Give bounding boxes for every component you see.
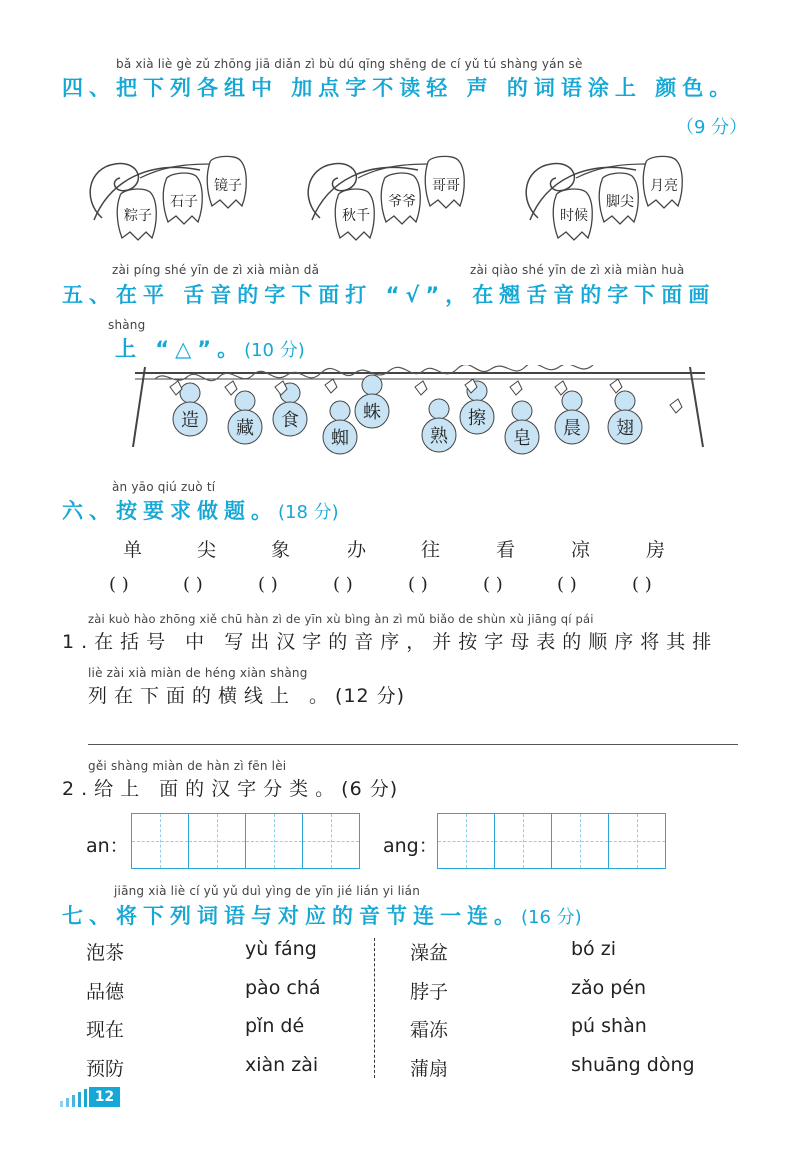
s7-score: (16 分) xyxy=(521,907,582,928)
answer-paren[interactable]: ( ) xyxy=(109,574,129,595)
s6-char: 象 xyxy=(271,539,291,561)
bell-word: 爷爷 xyxy=(388,194,416,210)
s6-char: 往 xyxy=(421,539,441,561)
page-number: 12 xyxy=(89,1087,120,1107)
pinyin-left[interactable]: yù fáng xyxy=(245,938,317,960)
gourds xyxy=(173,375,642,454)
bell-word: 哥哥 xyxy=(432,178,460,194)
answer-paren[interactable]: ( ) xyxy=(557,574,577,595)
bell-group-2 xyxy=(308,156,464,240)
bell-group-3 xyxy=(526,156,682,240)
s6-char: 房 xyxy=(646,539,666,561)
bell-word: 镜子 xyxy=(214,178,242,194)
an-writing-grid[interactable] xyxy=(131,813,360,869)
ang-label: ang： xyxy=(383,835,438,857)
gourd-char: 翅 xyxy=(616,418,634,439)
word-left[interactable]: 现在 xyxy=(86,1019,125,1041)
s5-pinyin-1: zài píng shé yīn de zì xià miàn dǎ xyxy=(112,263,320,277)
s5-line2-text: 上 “△”。 xyxy=(115,337,245,361)
s7-title: 七、将下列词语与对应的音节连一连。 xyxy=(62,904,521,928)
s4-title: 四、把下列各组中 加点字不读轻 声 的词语涂上 颜色。 xyxy=(62,76,737,100)
s5-line2 xyxy=(115,333,305,363)
bell-word: 时候 xyxy=(560,208,588,224)
gourd-vine-illustration xyxy=(125,365,715,465)
word-right[interactable]: 澡盆 xyxy=(410,942,449,964)
gourd-char: 造 xyxy=(181,410,199,431)
bell-word: 脚尖 xyxy=(606,194,634,210)
q1-score: (12 分) xyxy=(335,685,406,707)
gourd-char: 蜘 xyxy=(331,428,349,449)
word-left[interactable]: 品德 xyxy=(86,981,125,1003)
word-left[interactable]: 预防 xyxy=(86,1058,125,1080)
pinyin-right[interactable]: shuāng dòng xyxy=(571,1054,695,1076)
s5-pinyin-2: zài qiào shé yīn de zì xià miàn huà xyxy=(470,263,685,277)
page-badge xyxy=(60,1087,122,1107)
bell-word: 粽子 xyxy=(124,208,152,224)
bell-word: 月亮 xyxy=(650,178,678,194)
s6-pinyin: àn yāo qiú zuò tí xyxy=(112,480,216,494)
ang-writing-grid[interactable] xyxy=(437,813,666,869)
gourd-char: 蛛 xyxy=(363,402,381,423)
gourd-char: 皂 xyxy=(513,428,531,449)
bell-word: 石子 xyxy=(170,194,198,210)
s5-pinyin-3: shàng xyxy=(108,318,146,332)
q1-line-2 xyxy=(88,681,405,708)
s5-title: 五、在平 舌音的字下面打 “√”，在翘舌音的字下面画 xyxy=(62,283,716,307)
s4-score: （9 分） xyxy=(676,117,748,138)
pinyin-right[interactable]: pú shàn xyxy=(571,1015,647,1037)
answer-paren[interactable]: ( ) xyxy=(333,574,353,595)
bars-icon xyxy=(60,1087,90,1107)
word-left[interactable]: 泡茶 xyxy=(86,942,125,964)
q2-score: (6 分) xyxy=(341,778,399,800)
q1-line-1: 1.在括号 中 写出汉字的音序，并按字母表的顺序将其排 xyxy=(62,631,719,653)
gourd-char: 擦 xyxy=(468,408,486,429)
word-right[interactable]: 霜冻 xyxy=(410,1019,449,1041)
s6-char: 单 xyxy=(123,539,143,561)
answer-paren[interactable]: ( ) xyxy=(258,574,278,595)
q1-pinyin-1: zài kuò hào zhōng xiě chū hàn zì de yīn xù bìng àn zì mǔ biǎo de shùn xù jiāng qí pái xyxy=(88,612,594,626)
q1-line-2-text: 列在下面的横线上 。 xyxy=(88,685,336,707)
an-label: an： xyxy=(86,835,129,857)
answer-paren[interactable]: ( ) xyxy=(183,574,203,595)
pinyin-right[interactable]: zǎo pén xyxy=(571,977,647,999)
answer-line[interactable] xyxy=(88,744,738,745)
gourd-char: 晨 xyxy=(563,418,581,439)
s7-pinyin: jiāng xià liè cí yǔ yǔ duì yìng de yīn jié lián yi lián xyxy=(114,884,421,898)
q2-line xyxy=(62,774,398,801)
word-right[interactable]: 蒲扇 xyxy=(410,1058,449,1080)
s6-char: 办 xyxy=(347,539,367,561)
s6-heading xyxy=(62,495,339,525)
bell-group-1 xyxy=(90,156,246,240)
pinyin-right[interactable]: bó zi xyxy=(571,938,616,960)
q2-line-text: 2.给上 面的汉字分类。 xyxy=(62,778,342,800)
answer-paren[interactable]: ( ) xyxy=(632,574,652,595)
s6-char: 凉 xyxy=(571,539,591,561)
bell-word: 秋千 xyxy=(342,208,370,224)
s6-char: 看 xyxy=(496,539,516,561)
answer-paren[interactable]: ( ) xyxy=(483,574,503,595)
word-right[interactable]: 脖子 xyxy=(410,981,449,1003)
pinyin-left[interactable]: pǐn dé xyxy=(245,1015,305,1037)
gourd-char: 藏 xyxy=(236,418,254,439)
q1-pinyin-2: liè zài xià miàn de héng xiàn shàng xyxy=(88,666,308,680)
s6-char: 尖 xyxy=(197,539,217,561)
pinyin-left[interactable]: xiàn zài xyxy=(245,1054,319,1076)
q2-pinyin: gěi shàng miàn de hàn zì fēn lèi xyxy=(88,759,287,773)
gourd-char: 食 xyxy=(281,410,299,431)
column-divider xyxy=(374,938,375,1078)
s7-heading xyxy=(62,900,582,930)
s5-score: (10 分) xyxy=(244,340,305,361)
pinyin-left[interactable]: pào chá xyxy=(245,977,321,999)
s6-title: 六、按要求做题。 xyxy=(62,499,278,523)
answer-paren[interactable]: ( ) xyxy=(408,574,428,595)
gourd-char: 熟 xyxy=(430,426,448,447)
s6-score: (18 分) xyxy=(278,502,339,523)
bell-flowers-illustration xyxy=(80,150,720,250)
s4-pinyin: bǎ xià liè gè zǔ zhōng jiā diǎn zì bù dú qīng shēng de cí yǔ tú shàng yán sè xyxy=(116,57,583,71)
